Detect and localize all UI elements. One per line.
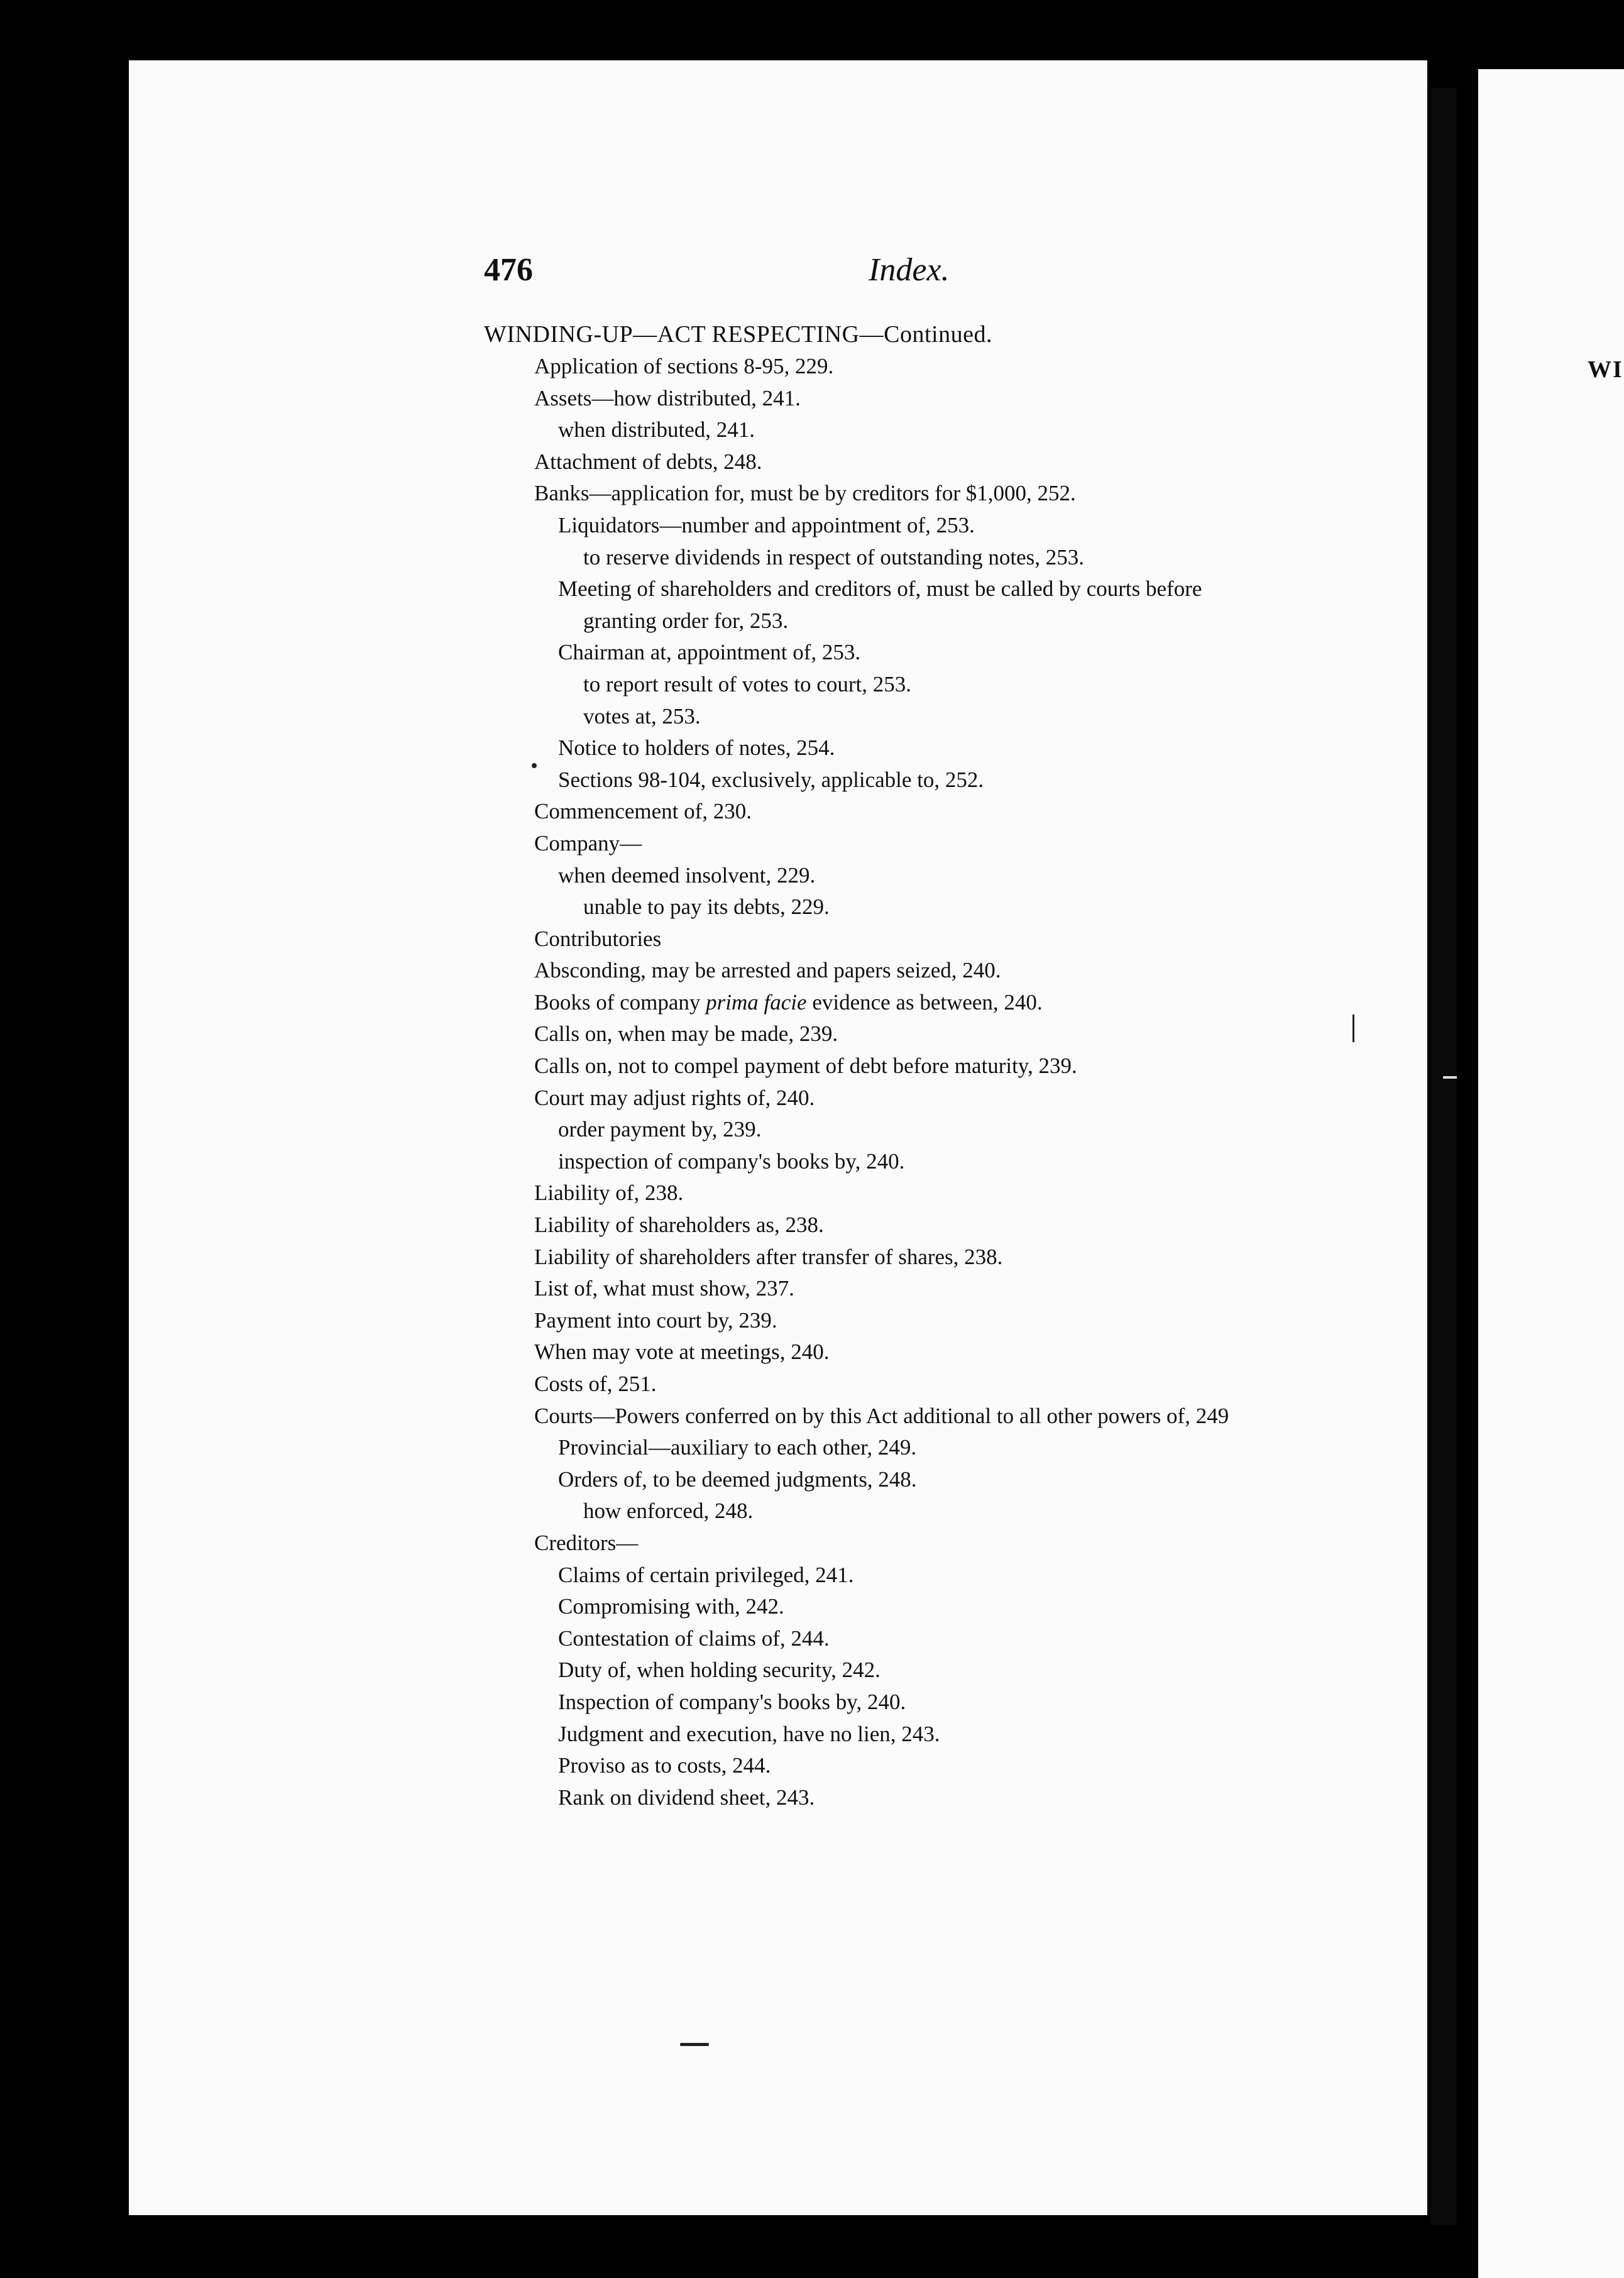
index-entry: Creditors— — [534, 1530, 639, 1555]
index-entry: Court may adjust rights of, 240. — [534, 1085, 815, 1110]
index-entry: Courts—Powers conferred on by this Act additional to all other powers of, 249 — [534, 1403, 1229, 1428]
index-entry: order payment by, 239. — [558, 1117, 762, 1142]
index-entry: inspection of company's books by, 240. — [558, 1148, 905, 1174]
index-section-heading: WINDING-UP—ACT RESPECTING—Continued. — [484, 321, 992, 348]
index-entry: Provincial—auxiliary to each other, 249. — [558, 1435, 917, 1460]
index-entry: Application of sections 8-95, 229. — [534, 354, 834, 378]
index-entry: Costs of, 251. — [534, 1372, 657, 1396]
index-entry: Claims of certain privileged, 241. — [558, 1562, 854, 1587]
index-entry: Calls on, not to compel payment of debt before maturity, 239. — [534, 1054, 1077, 1079]
index-entry: Liability of shareholders after transfer of shares, 238. — [534, 1244, 1003, 1269]
index-entry: Judgment and execution, have no lien, 243. — [558, 1721, 940, 1746]
index-entry: Liability of shareholders as, 238. — [534, 1213, 824, 1238]
index-entry: Company— — [534, 830, 642, 856]
index-entry: to reserve dividends in respect of outstanding notes, 253. — [583, 544, 1085, 570]
index-entry: Chairman at, appointment of, 253. — [558, 640, 861, 665]
page-gutter — [1430, 88, 1457, 2225]
index-body — [484, 318, 1229, 1813]
index-entry: Duty of, when holding security, 242. — [558, 1658, 881, 1683]
index-entry-text: evidence as between, 240. — [806, 989, 1043, 1015]
index-entry: Contributories — [534, 926, 662, 951]
index-entry: to report result of votes to court, 253. — [583, 671, 911, 696]
index-entry: Proviso as to costs, 244. — [558, 1753, 771, 1778]
page-number: 476 — [484, 252, 533, 288]
index-entry: when deemed insolvent, 229. — [558, 862, 816, 888]
facing-page-edge — [1478, 69, 1624, 2278]
index-entry: Rank on dividend sheet, 243. — [558, 1785, 815, 1810]
index-entry: votes at, 253. — [583, 703, 701, 729]
facing-page-text-fragment: WI — [1588, 356, 1623, 383]
index-entry-list — [484, 351, 1229, 1813]
index-entry: When may vote at meetings, 240. — [534, 1340, 830, 1365]
index-entry: when distributed, 241. — [558, 417, 755, 443]
index-entry: granting order for, 253. — [583, 608, 789, 633]
running-head: Index. — [869, 252, 950, 288]
index-entry: how enforced, 248. — [583, 1499, 754, 1524]
index-entry: Calls on, when may be made, 239. — [534, 1021, 838, 1047]
index-entry: Attachment of debts, 248. — [534, 449, 762, 474]
index-entry: Meeting of shareholders and creditors of, must be called by courts before — [558, 576, 1202, 602]
index-entry: Assets—how distributed, 241. — [534, 385, 801, 410]
index-entry: Liability of, 238. — [534, 1180, 684, 1206]
scan-speck — [1352, 1015, 1354, 1042]
index-entry-italic-text: prima facie — [706, 989, 807, 1015]
scan-speck — [680, 2043, 709, 2046]
index-entry: Orders of, to be deemed judgments, 248. — [558, 1466, 917, 1492]
scan-speck — [1443, 1076, 1457, 1079]
scan-speck — [532, 763, 537, 768]
index-entry: Inspection of company's books by, 240. — [558, 1689, 906, 1714]
index-entry: Notice to holders of notes, 254. — [558, 735, 835, 761]
index-entry: Payment into court by, 239. — [534, 1307, 777, 1333]
index-entry: Sections 98-104, exclusively, applicable to, 252. — [558, 767, 984, 792]
index-entry — [484, 987, 1229, 1019]
index-entry: Banks—application for, must be by creditors for $1,000, 252. — [534, 481, 1076, 506]
index-entry: List of, what must show, 237. — [534, 1276, 794, 1301]
index-entry: Liquidators—number and appointment of, 253. — [558, 512, 975, 537]
index-entry: Commencement of, 230. — [534, 799, 752, 824]
index-entry: Compromising with, 242. — [558, 1594, 784, 1619]
index-entry-text: Books of company — [534, 989, 706, 1015]
index-entry: Absconding, may be arrested and papers seized, 240. — [534, 958, 1001, 983]
index-entry: unable to pay its debts, 229. — [583, 894, 830, 920]
index-entry: Contestation of claims of, 244. — [558, 1626, 830, 1651]
